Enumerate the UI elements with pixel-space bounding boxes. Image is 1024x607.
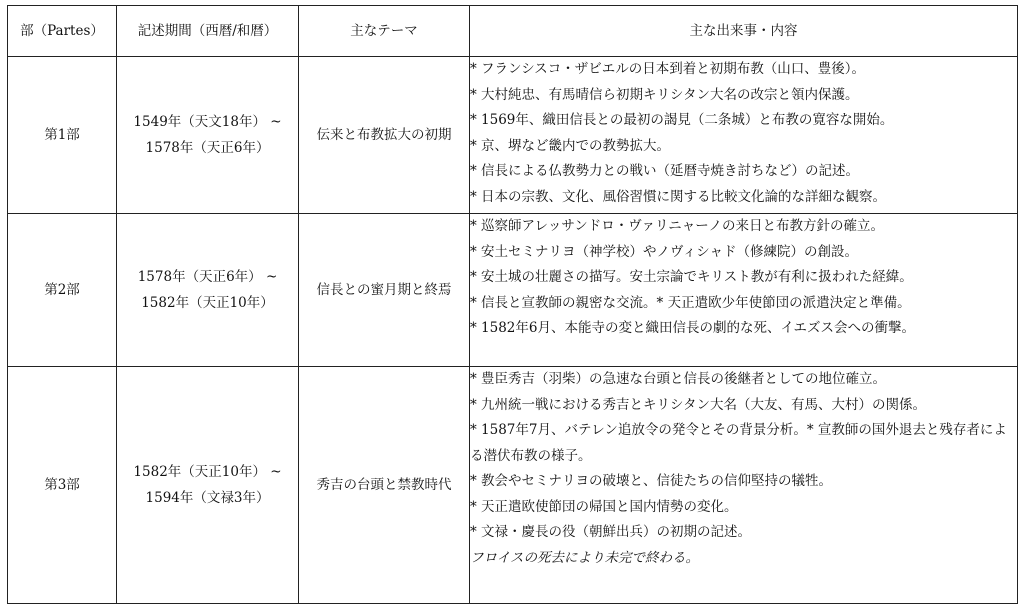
period-cell: [117, 214, 299, 367]
event-item: * 京、堺など畿内での教勢拡大。: [470, 137, 671, 154]
events-cell: [470, 214, 1018, 367]
header-part: 部（Partes）: [8, 6, 117, 57]
event-item: * 1569年、織田信長との最初の謁見（二条城）と布教の寛容な開始。: [470, 112, 894, 128]
period-end: 1582年（天正10年）: [141, 295, 274, 311]
event-item: * 安土セミナリヨ（神学校）やノヴィシャド（修練院）の創設。: [470, 243, 858, 260]
theme-cell: 秀吉の台頭と禁教時代: [299, 367, 470, 604]
event-item: * 安土城の壮麗さの描写。安土宗論でキリスト教が有利に扱われた経緯。: [470, 269, 913, 285]
period-end: 1594年（文禄3年）: [145, 490, 270, 506]
event-item: * フランシスコ・ザビエルの日本到着と初期布教（山口、豊後）。: [470, 61, 866, 77]
period-cell: [117, 57, 299, 214]
events-cell: [470, 367, 1018, 604]
part-cell: 第3部: [8, 367, 117, 604]
event-item: * 1587年7月、バテレン追放令の発令とその背景分析。* 宣教師の国外退去と残存者による潜伏布教の様子。: [470, 422, 1007, 464]
event-item: * 日本の宗教、文化、風俗習慣に関する比較文化論的な詳細な観察。: [470, 188, 887, 205]
event-item: * 豊臣秀吉（羽柴）の急速な台頭と信長の後継者としての地位確立。: [470, 371, 887, 387]
theme-cell: 伝来と布教拡大の初期: [299, 57, 470, 214]
period-cell: [117, 367, 299, 604]
closing-note: フロイスの死去により未完で終わる。: [470, 549, 699, 566]
event-item: * 信長による仏教勢力との戦い（延暦寺焼き討ちなど）の記述。: [470, 163, 860, 179]
event-item: * 天正遣欧使節団の帰国と国内情勢の変化。: [470, 498, 738, 515]
header-events: 主な出来事・内容: [470, 6, 1018, 57]
event-item: * 信長と宣教師の親密な交流。* 天正遣欧少年使節団の派遣決定と準備。: [470, 294, 911, 311]
event-item: * 巡察師アレッサンドロ・ヴァリニャーノの来日と布教方針の確立。: [470, 218, 885, 234]
event-item: * 大村純忠、有馬晴信ら初期キリシタン大名の改宗と領内保護。: [470, 86, 859, 103]
history-table: [7, 5, 1018, 604]
events-cell: [470, 57, 1018, 214]
event-item: * 1582年6月、本能寺の変と織田信長の劇的な死、イエズス会への衝撃。: [470, 320, 915, 336]
header-row: [8, 6, 1018, 57]
event-item: * 教会やセミナリヨの破壊と、信徒たちの信仰堅持の犠牲。: [470, 473, 833, 489]
table-row: [8, 367, 1018, 604]
theme-cell: 信長との蜜月期と終焉: [299, 214, 470, 367]
table-row: [8, 57, 1018, 214]
part-cell: 第2部: [8, 214, 117, 367]
period-end: 1578年（天正6年）: [145, 140, 270, 156]
event-item: * 文禄・慶長の役（朝鮮出兵）の初期の記述。: [470, 524, 752, 540]
event-item: * 九州統一戦における秀吉とキリシタン大名（大友、有馬、大村）の関係。: [470, 396, 927, 413]
period-start: 1549年（天文18年） ~: [133, 114, 282, 130]
header-theme: 主なテーマ: [299, 6, 470, 57]
period-start: 1582年（天正10年） ~: [133, 464, 282, 480]
table-row: [8, 214, 1018, 367]
period-start: 1578年（天正6年） ~: [137, 269, 278, 285]
header-period: 記述期間（西暦/和暦）: [117, 6, 299, 57]
part-cell: 第1部: [8, 57, 117, 214]
